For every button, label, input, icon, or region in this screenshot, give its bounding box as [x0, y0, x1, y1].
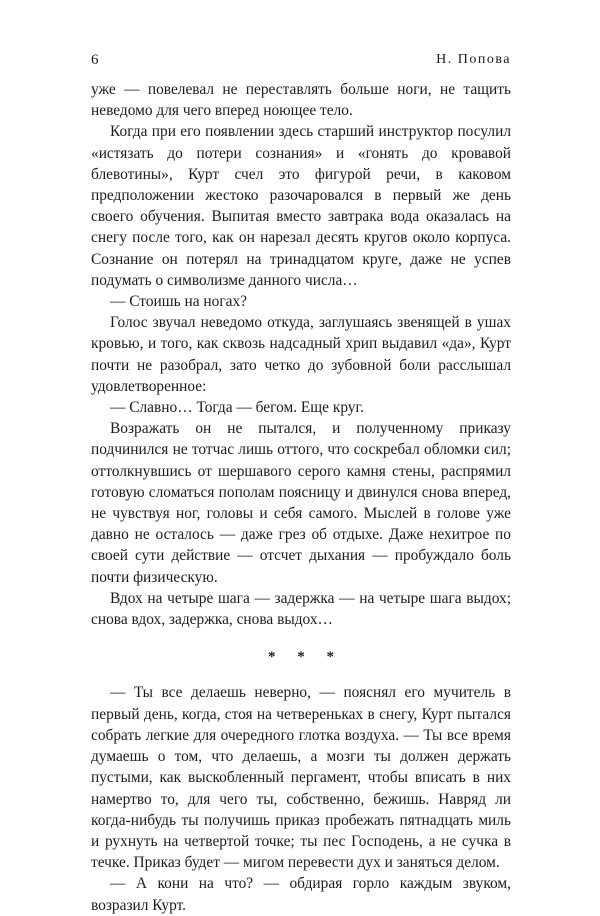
- body-text: [91, 79, 511, 916]
- paragraph: уже — повелевал не переставлять больше ноги, не тащить неведомо для чего вперед ноющее тело.: [91, 81, 511, 120]
- dialogue-line: — А кони на что? — обдирая горло каждым звуком, возразил Курт.: [91, 875, 511, 914]
- dialogue-line: — Славно… Тогда — бегом. Еще круг.: [110, 399, 364, 417]
- paragraph: Возражать он не пытался, и полученному приказу подчинился не тотчас лишь оттого, что соскребал обломки сил; оттолкнувшись от шершавого серого камня стены, распрямил готовую сломаться пополам поясницу и двинулся снова вперед, не чувствуя ног, головы и себя самого. Мыслей в голове уже давно не осталось — даже грез об отдыхе. Даже нехитрое по своей сути действие — отсчет дыхания — пробуждало боль почти физическую.: [91, 420, 511, 586]
- dialogue-line: — Стоишь на ногах?: [110, 293, 247, 311]
- dialogue-paragraph: — Ты все делаешь неверно, — пояснял его мучитель в первый день, когда, стоя на четвереньках в снегу, Курт пытался собрать легкие для очередного глотка воздуха. — Ты все время думаешь о том, что делаешь, а мозги ты должен держать пустыми, как выскобленный пергамент, чтобы вписать в них намертво то, для чего ты, собственно, бежишь. Навряд ли когда-нибудь ты получишь приказ пробежать пятнадцать миль и рухнуть на четвертой точке; ты пес Господень, а не сучка в течке. Приказ будет — мигом перевести дух и заняться делом.: [91, 684, 511, 872]
- paragraph: Вдох на четыре шага — задержка — на четыре шага выдох; снова вдох, задержка, снова выдох…: [91, 589, 511, 629]
- section-separator: * * *: [268, 649, 343, 666]
- page-header: [91, 52, 511, 74]
- running-head-author: Н. Попова: [436, 52, 511, 67]
- page-number: 6: [91, 52, 99, 68]
- paragraph: Когда при его появлении здесь старший инструктор посулил «истязать до потери сознания» и «гонять до кровавой блевотины», Курт счел это фигурой речи, в каковом предположении жестоко разочаровался в первый же день своего обучения. Выпитая вместо завтрака вода оказалась на снегу после того, как он нарезал десять кругов около корпуса. Сознание он потерял на тринадцатом круге, даже не успев подумать о символизме данного числа…: [91, 123, 511, 289]
- paragraph: Голос звучал неведомо откуда, заглушаясь звенящей в ушах кровью, и того, как сквозь надсадный хрип выдавил «да», Курт почти не разобрал, зато четко до зубовной боли расслышал удовлетворенное:: [91, 314, 511, 395]
